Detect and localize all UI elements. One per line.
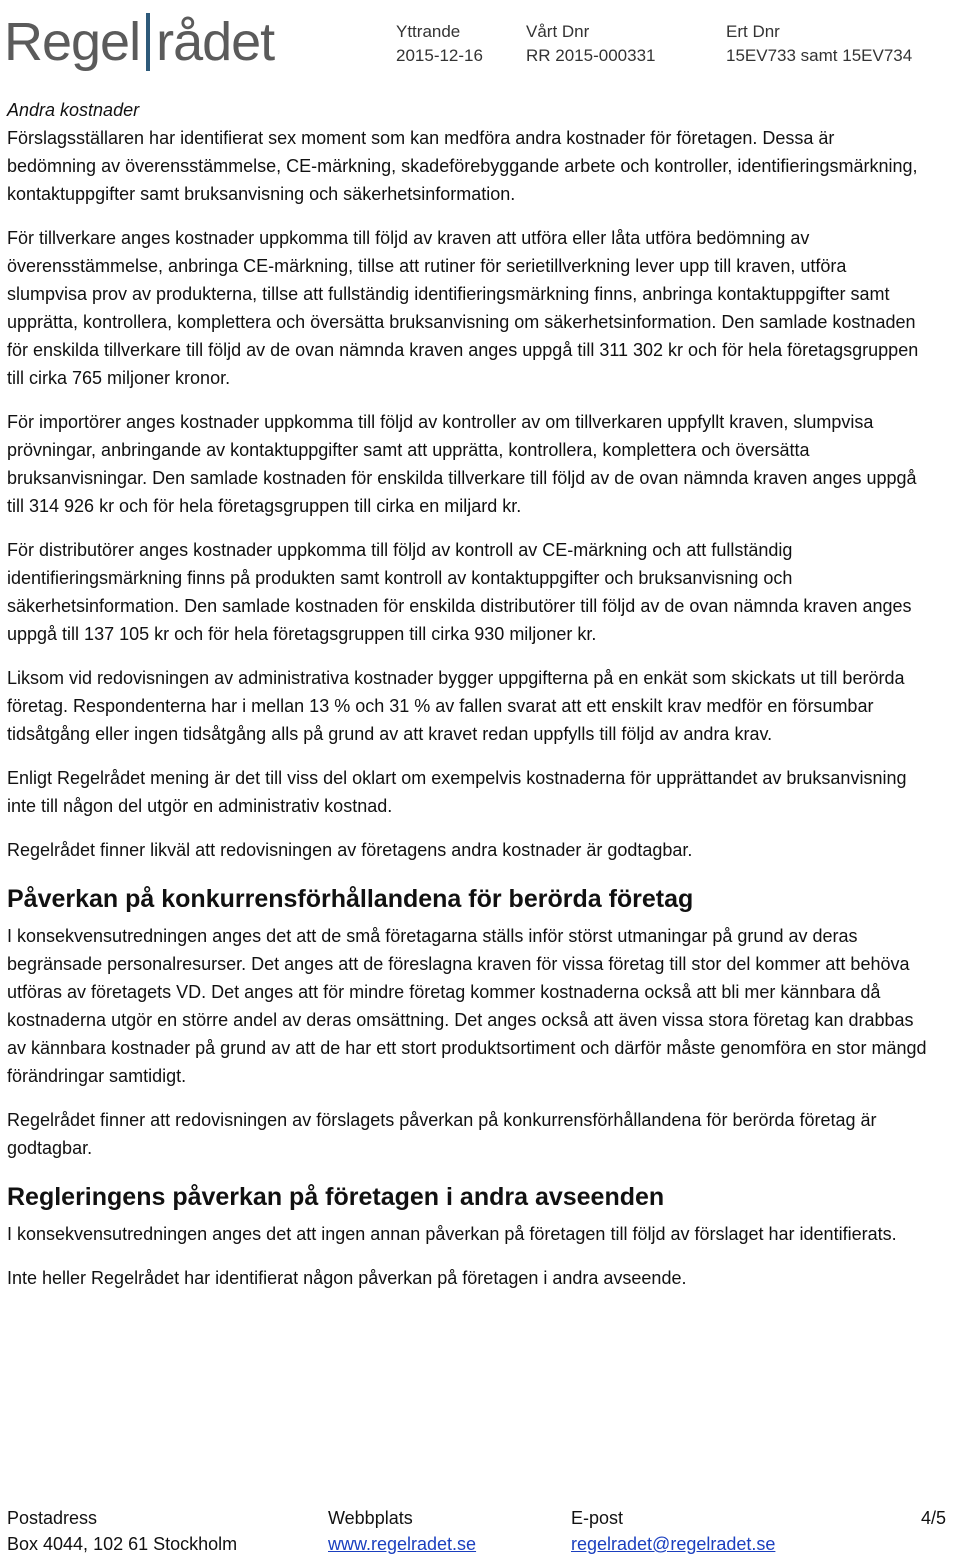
meta-vart-dnr	[526, 20, 655, 68]
paragraph-4: För distributörer anges kostnader uppkomma till följd av kontroll av CE-märkning och att fullständig identifieringsmärkning finns på produkten samt kontroll av kontaktuppgifter och bruksanvisning och säkerhetsinformation. Den samlade kostnaden för enskilda distributörer till följd av de ovan nämnda kraven anges uppgå till 137 105 kr och för hela företagsgruppen till cirka 930 miljoner kr.	[7, 540, 912, 644]
paragraph-11: Inte heller Regelrådet har identifierat någon påverkan på företagen i andra avseende.	[7, 1268, 687, 1288]
section-heading-andra-avseenden: Regleringens påverkan på företagen i andra avseenden	[7, 1183, 665, 1211]
regelradet-logo	[4, 2, 274, 82]
section-heading-andra-kostnader: Andra kostnader	[7, 100, 140, 120]
paragraph-7: Regelrådet finner likväl att redovisningen av företagens andra kostnader är godtagbar.	[7, 840, 693, 860]
paragraph-5: Liksom vid redovisningen av administrativa kostnader bygger uppgifterna på en enkät som skickats ut till berörda företag. Respondenterna har i mellan 13 % och 31 % av fallen svarat att ett enskilt krav medför en försumbar tidsåtgång eller ingen tidsåtgång alls på grund av att kravet redan uppfylls till följd av andra krav.	[7, 668, 905, 744]
paragraph-9: Regelrådet finner att redovisningen av förslagets påverkan på konkurrensförhållandena för berörda företag är godtagbar.	[7, 1110, 877, 1158]
footer-webbplats	[328, 1505, 476, 1557]
footer-postadress	[7, 1505, 237, 1557]
meta-yttrande	[396, 20, 483, 68]
vart-dnr-label: Vårt Dnr	[526, 22, 590, 41]
epost-link[interactable]: regelradet@regelradet.se	[571, 1534, 776, 1554]
yttrande-date: 2015-12-16	[396, 46, 483, 65]
logo-text-left: Regel	[4, 12, 141, 72]
webbplats-label: Webbplats	[328, 1508, 413, 1528]
meta-ert-dnr	[726, 20, 912, 68]
document-body	[7, 96, 927, 1308]
paragraph-1: Förslagsställaren har identifierat sex moment som kan medföra andra kostnader för företagen. Dessa är bedömning av överensstämmelse, CE-märkning, skadeförebyggande arbete och kontroller, identifieringsmärkning, kontaktuppgifter samt bruksanvisning och säkerhetsinformation.	[7, 128, 918, 204]
ert-dnr-value: 15EV733 samt 15EV734	[726, 46, 913, 65]
epost-label: E-post	[571, 1508, 624, 1528]
yttrande-label: Yttrande	[396, 22, 461, 41]
paragraph-3: För importörer anges kostnader uppkomma till följd av kontroller av om tillverkaren uppfyllt kraven, slumpvisa prövningar, anbringande av kontaktuppgifter samt att upprätta, kontrollera, komplettera och översätta bruksanvisningar. Den samlade kostnaden för enskilda tillverkare till följd av de ovan nämnda kraven anges uppgå till 314 926 kr och för hela företagsgruppen till cirka en miljard kr.	[7, 412, 917, 516]
footer-epost	[571, 1505, 775, 1557]
paragraph-8: I konsekvensutredningen anges det att de små företagarna ställs inför störst utmaningar på grund av deras begränsade personalresurser. Det anges att de föreslagna kraven för vissa företag till stor del kommer att behöva utföras av företagets VD. Det anges att för mindre företag kommer kostnaderna också att bli mer kännbara då kostnaderna utgör en större andel av deras omsättning. Det anges också att även vissa stora företag kan drabbas av kännbara kostnader på grund av att de har ett stort produktsortiment och därför måste genomföra en stor mängd förändringar samtidigt.	[7, 926, 927, 1086]
paragraph-2: För tillverkare anges kostnader uppkomma till följd av kraven att utföra eller låta utföra bedömning av överensstämmelse, anbringa CE-märkning, tillse att rutiner för serietillverkning lever upp till kraven, utföra slumpvisa prov av produkterna, tillse att fullständig identifieringsmärkning finns, anbringa kontaktuppgifter samt upprätta, kontrollera, komplettera och översätta bruksanvisning om säkerhetsinformation. Den samlade kostnaden för enskilda tillverkare till följd av de ovan nämnda kraven anges uppgå till 311 302 kr och för hela företagsgruppen till cirka 765 miljoner kronor.	[7, 228, 919, 388]
paragraph-6: Enligt Regelrådet mening är det till viss del oklart om exempelvis kostnaderna för upprättandet av bruksanvisning inte till någon del utgör en administrativ kostnad.	[7, 768, 907, 816]
vart-dnr-value: RR 2015-000331	[526, 46, 656, 65]
page-number: 4/5	[920, 1508, 946, 1528]
ert-dnr-label: Ert Dnr	[726, 22, 780, 41]
postadress-value: Box 4044, 102 61 Stockholm	[7, 1534, 238, 1554]
section-heading-konkurrens: Påverkan på konkurrensförhållandena för berörda företag	[7, 885, 694, 913]
logo-divider-bar	[146, 13, 150, 71]
page-header	[0, 0, 960, 80]
page-footer	[0, 1505, 960, 1562]
webbplats-link[interactable]: www.regelradet.se	[328, 1534, 477, 1554]
paragraph-10: I konsekvensutredningen anges det att ingen annan påverkan på företagen till följd av förslaget har identifierats.	[7, 1224, 897, 1244]
logo-text-right: rådet	[156, 12, 275, 72]
postadress-label: Postadress	[7, 1508, 98, 1528]
